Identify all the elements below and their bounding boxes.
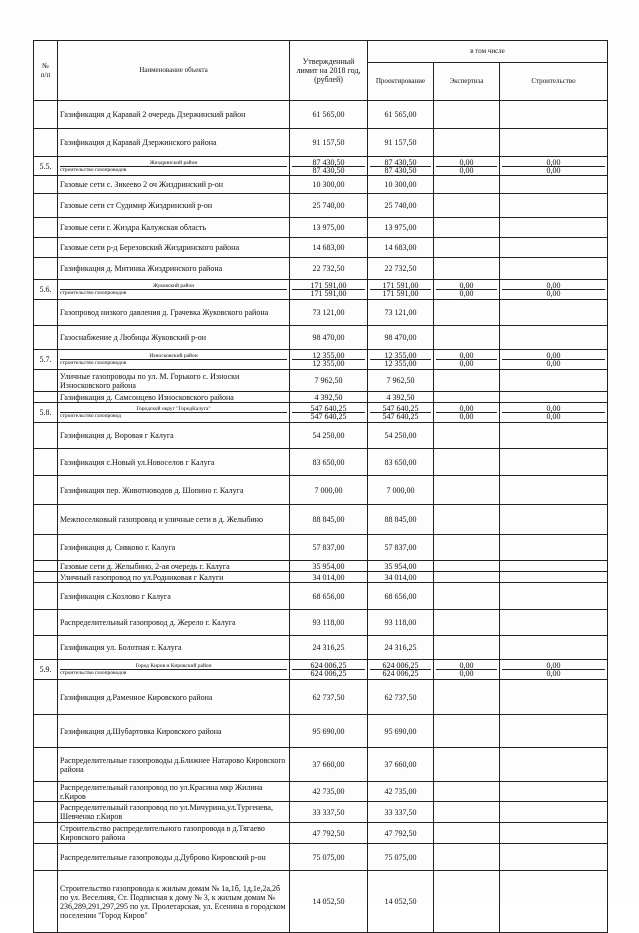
object-name: Газификация д Каравай Дзержинского района <box>58 129 290 157</box>
expertise-value <box>434 871 500 933</box>
limit-value: 25 740,00 <box>290 194 368 218</box>
section-subtitle: строительство газопроводов <box>60 166 127 173</box>
row-num <box>34 823 58 844</box>
limit-value: 7 962,50 <box>290 370 368 392</box>
table-row <box>34 476 608 505</box>
limit-value: 91 157,50 <box>290 129 368 157</box>
object-name: Газификация ул. Болотная г. Калуга <box>58 636 290 660</box>
object-name: Газификация пер. Животноводов д. Шопино г. Калуга <box>58 476 290 505</box>
expertise-value-line1: 0,00 <box>436 159 497 167</box>
row-num <box>34 715 58 748</box>
limit-value: 83 650,00 <box>290 449 368 476</box>
object-name: Газовые сети г. Жиздра Калужская область <box>58 218 290 238</box>
design-value <box>368 660 434 680</box>
construction-value <box>500 572 608 583</box>
object-name: Газовые сети ст Судимир Жиздринский р-он <box>58 194 290 218</box>
object-name: Строительство распределительного газопровода в д.Тягаево Кировского района <box>58 823 290 844</box>
section-num: 5.7. <box>34 350 58 370</box>
expertise-value <box>434 218 500 238</box>
object-name: Газоснабжение д Любицы Жуковский р-он <box>58 326 290 350</box>
table-row <box>34 194 608 218</box>
construction-value <box>500 476 608 505</box>
design-value-line2: 624 006,25 <box>382 669 419 678</box>
design-value: 4 392,50 <box>368 392 434 403</box>
section-title: Городской округ "ГородКалуга" <box>60 406 287 413</box>
object-name: Газификация с.Козлово г Калуга <box>58 583 290 610</box>
expertise-value-line1: 0,00 <box>436 662 497 670</box>
construction-value <box>500 238 608 258</box>
construction-value <box>500 782 608 802</box>
limit-value: 33 337,50 <box>290 802 368 823</box>
object-name: Распределительный газопровод по ул.Красина мкр Жилина г.Киров <box>58 782 290 802</box>
group-row <box>34 350 608 370</box>
construction-value <box>500 449 608 476</box>
limit-value: 24 316,25 <box>290 636 368 660</box>
design-value: 73 121,00 <box>368 300 434 326</box>
construction-value <box>500 871 608 933</box>
row-num <box>34 370 58 392</box>
expertise-value-line2: 0,00 <box>459 412 474 421</box>
section-title-cell <box>58 280 290 300</box>
design-value: 54 250,00 <box>368 423 434 449</box>
table-row <box>34 871 608 933</box>
table-row <box>34 823 608 844</box>
construction-value <box>500 258 608 280</box>
expertise-value <box>434 844 500 871</box>
object-name: Газификация с.Новый ул.Новоселов г Калуга <box>58 449 290 476</box>
expertise-value-line2: 0,00 <box>459 669 474 678</box>
row-num <box>34 129 58 157</box>
limit-value: 88 845,00 <box>290 505 368 535</box>
object-name: Газификация д. Митинка Жиздринского района <box>58 258 290 280</box>
limit-value <box>290 280 368 300</box>
row-num <box>34 194 58 218</box>
design-value: 88 845,00 <box>368 505 434 535</box>
construction-value-line1: 0,00 <box>502 159 605 167</box>
section-num: 5.6. <box>34 280 58 300</box>
row-num <box>34 572 58 583</box>
table-row <box>34 370 608 392</box>
construction-value <box>500 350 608 370</box>
row-num <box>34 636 58 660</box>
row-num <box>34 561 58 572</box>
expertise-value <box>434 194 500 218</box>
construction-value-line2: 0,00 <box>546 289 561 298</box>
object-name: Газовые сети с. Зикеево 2 оч Жиздринский р-он <box>58 176 290 194</box>
row-num <box>34 176 58 194</box>
table-row <box>34 782 608 802</box>
design-value: 93 118,00 <box>368 610 434 636</box>
section-subtitle: строительство газопровод <box>60 413 121 419</box>
construction-value <box>500 101 608 129</box>
design-value: 10 300,00 <box>368 176 434 194</box>
limit-value: 62 737,50 <box>290 680 368 715</box>
construction-value <box>500 823 608 844</box>
design-value <box>368 350 434 370</box>
table-row <box>34 176 608 194</box>
design-value: 14 052,50 <box>368 871 434 933</box>
table-row <box>34 748 608 782</box>
construction-value <box>500 403 608 423</box>
table-row <box>34 802 608 823</box>
expertise-value <box>434 449 500 476</box>
expertise-value <box>434 748 500 782</box>
limit-value-line1: 171 591,00 <box>292 282 365 290</box>
row-num <box>34 258 58 280</box>
design-value: 57 837,00 <box>368 535 434 561</box>
expertise-value <box>434 636 500 660</box>
object-name: Газовые сети р-д Березовский Жиздринского района <box>58 238 290 258</box>
header-num: № п/п <box>34 41 58 101</box>
budget-table <box>33 40 608 933</box>
design-value: 25 740,00 <box>368 194 434 218</box>
design-value: 75 075,00 <box>368 844 434 871</box>
limit-value: 47 792,50 <box>290 823 368 844</box>
table-row <box>34 238 608 258</box>
expertise-value <box>434 715 500 748</box>
construction-value <box>500 636 608 660</box>
object-name: Распределительные газопроводы д.Ближнее Натарово Кировского района <box>58 748 290 782</box>
row-num <box>34 802 58 823</box>
expertise-value-line2: 0,00 <box>459 165 474 175</box>
section-title-cell <box>58 660 290 680</box>
expertise-value <box>434 802 500 823</box>
header-including: в том числе <box>368 41 608 63</box>
design-value: 13 975,00 <box>368 218 434 238</box>
limit-value <box>290 350 368 370</box>
table-row <box>34 449 608 476</box>
row-num <box>34 101 58 129</box>
construction-value <box>500 218 608 238</box>
construction-value <box>500 535 608 561</box>
design-value: 24 316,25 <box>368 636 434 660</box>
row-num <box>34 423 58 449</box>
expertise-value <box>434 326 500 350</box>
construction-value <box>500 660 608 680</box>
expertise-value <box>434 101 500 129</box>
construction-value <box>500 748 608 782</box>
expertise-value-line2: 0,00 <box>459 359 474 368</box>
object-name: Газификация д. Самсонцево Износковского района <box>58 392 290 403</box>
construction-value-line2: 0,00 <box>546 165 561 175</box>
limit-value-line1: 12 355,00 <box>292 352 365 360</box>
limit-value: 54 250,00 <box>290 423 368 449</box>
limit-value-line1: 547 640,25 <box>292 405 365 413</box>
expertise-value <box>434 583 500 610</box>
section-title: Износковский район <box>60 353 287 360</box>
object-name: Уличные газопроводы по ул. М. Горького с. Износки Износковского района <box>58 370 290 392</box>
section-title-cell <box>58 350 290 370</box>
object-name: Газификация д. Воровая г Калуга <box>58 423 290 449</box>
design-value-line1: 87 430,50 <box>370 159 431 167</box>
row-num <box>34 844 58 871</box>
table-row <box>34 505 608 535</box>
construction-value <box>500 561 608 572</box>
table-body <box>34 101 608 933</box>
header-construction: Строительство <box>500 63 608 101</box>
limit-value-line2: 547 640,25 <box>310 412 347 421</box>
limit-value-line1: 87 430,50 <box>292 159 365 167</box>
header-expertise: Экспертиза <box>434 63 500 101</box>
construction-value <box>500 392 608 403</box>
expertise-value <box>434 280 500 300</box>
group-row <box>34 157 608 176</box>
construction-value <box>500 280 608 300</box>
construction-value <box>500 176 608 194</box>
expertise-value <box>434 680 500 715</box>
limit-value <box>290 660 368 680</box>
design-value: 14 683,00 <box>368 238 434 258</box>
expertise-value <box>434 403 500 423</box>
expertise-value <box>434 157 500 176</box>
row-num <box>34 449 58 476</box>
table-row <box>34 636 608 660</box>
limit-value: 10 300,00 <box>290 176 368 194</box>
limit-value <box>290 157 368 176</box>
design-value-line2: 87 430,50 <box>384 165 417 175</box>
expertise-value <box>434 561 500 572</box>
table-row <box>34 326 608 350</box>
limit-value: 35 954,00 <box>290 561 368 572</box>
limit-value: 37 660,00 <box>290 748 368 782</box>
section-subtitle: строительство газопроводов <box>60 670 127 676</box>
construction-value <box>500 610 608 636</box>
design-value: 47 792,50 <box>368 823 434 844</box>
row-num <box>34 392 58 403</box>
limit-value-line2: 171 591,00 <box>310 289 347 298</box>
design-value <box>368 403 434 423</box>
section-subtitle: строительство газопроводов <box>60 290 127 296</box>
row-num <box>34 680 58 715</box>
section-num: 5.9. <box>34 660 58 680</box>
design-value: 7 000,00 <box>368 476 434 505</box>
table-row <box>34 715 608 748</box>
design-value: 98 470,00 <box>368 326 434 350</box>
limit-value: 34 014,00 <box>290 572 368 583</box>
header-name: Наименование объекта <box>58 41 290 101</box>
design-value-line1: 547 640,25 <box>370 405 431 413</box>
expertise-value-line1: 0,00 <box>436 282 497 290</box>
object-name: Газификация д.Раменное Кировского района <box>58 680 290 715</box>
table-row <box>34 583 608 610</box>
design-value-line2: 12 355,00 <box>384 359 417 368</box>
table-row <box>34 392 608 403</box>
construction-value <box>500 680 608 715</box>
construction-value <box>500 583 608 610</box>
design-value-line1: 624 006,25 <box>370 662 431 670</box>
design-value: 91 157,50 <box>368 129 434 157</box>
design-value: 68 656,00 <box>368 583 434 610</box>
object-name: Распределительные газопроводы д.Дуброво Кировский р-он <box>58 844 290 871</box>
row-num <box>34 748 58 782</box>
expertise-value <box>434 392 500 403</box>
expertise-value-line1: 0,00 <box>436 352 497 360</box>
expertise-value <box>434 823 500 844</box>
row-num <box>34 218 58 238</box>
expertise-value <box>434 782 500 802</box>
expertise-value <box>434 350 500 370</box>
design-value: 42 735,00 <box>368 782 434 802</box>
limit-value: 14 052,50 <box>290 871 368 933</box>
construction-value-line1: 0,00 <box>502 405 605 413</box>
expertise-value <box>434 535 500 561</box>
group-row <box>34 280 608 300</box>
construction-value-line2: 0,00 <box>546 359 561 368</box>
object-name: Газовые сети д. Желыбино, 2-ая очередь г. Калуга <box>58 561 290 572</box>
object-name: Распределительный газопровод д. Жерело г. Калуга <box>58 610 290 636</box>
design-value: 34 014,00 <box>368 572 434 583</box>
object-name: Уличный газопровод по ул.Родниковая г Калуги <box>58 572 290 583</box>
table-row <box>34 218 608 238</box>
row-num <box>34 476 58 505</box>
row-num <box>34 238 58 258</box>
design-value: 22 732,50 <box>368 258 434 280</box>
construction-value-line2: 0,00 <box>546 669 561 678</box>
expertise-value <box>434 370 500 392</box>
row-num <box>34 326 58 350</box>
construction-value <box>500 370 608 392</box>
design-value: 61 565,00 <box>368 101 434 129</box>
expertise-value <box>434 505 500 535</box>
limit-value <box>290 403 368 423</box>
design-value-line1: 171 591,00 <box>370 282 431 290</box>
design-value: 37 660,00 <box>368 748 434 782</box>
expertise-value-line2: 0,00 <box>459 289 474 298</box>
row-num <box>34 505 58 535</box>
construction-value-line1: 0,00 <box>502 352 605 360</box>
design-value: 95 690,00 <box>368 715 434 748</box>
object-name: Газификация д Каравай 2 очередь Дзержинский район <box>58 101 290 129</box>
row-num <box>34 871 58 933</box>
design-value: 33 337,50 <box>368 802 434 823</box>
section-num: 5.8. <box>34 403 58 423</box>
table-row <box>34 258 608 280</box>
construction-value <box>500 505 608 535</box>
table-row <box>34 610 608 636</box>
limit-value-line1: 624 006,25 <box>292 662 365 670</box>
limit-value: 68 656,00 <box>290 583 368 610</box>
construction-value-line1: 0,00 <box>502 282 605 290</box>
construction-value <box>500 157 608 176</box>
section-title: Город Киров и Кировский район <box>60 663 287 670</box>
row-num <box>34 535 58 561</box>
construction-value <box>500 423 608 449</box>
limit-value: 13 975,00 <box>290 218 368 238</box>
design-value-line1: 12 355,00 <box>370 352 431 360</box>
design-value: 83 650,00 <box>368 449 434 476</box>
limit-value: 57 837,00 <box>290 535 368 561</box>
construction-value <box>500 326 608 350</box>
table-row <box>34 535 608 561</box>
construction-value <box>500 300 608 326</box>
row-num <box>34 610 58 636</box>
object-name: Распределительный газопровод по ул.Мичурина,ул.Тургенева, Шевченко г.Киров <box>58 802 290 823</box>
design-value-line2: 547 640,25 <box>382 412 419 421</box>
object-name: Газификация д. Сивково г. Калуга <box>58 535 290 561</box>
table-row <box>34 129 608 157</box>
table-row <box>34 561 608 572</box>
section-subtitle: строительство газопроводов <box>60 360 127 366</box>
construction-value <box>500 802 608 823</box>
construction-value <box>500 844 608 871</box>
limit-value: 42 735,00 <box>290 782 368 802</box>
construction-value <box>500 715 608 748</box>
expertise-value <box>434 423 500 449</box>
limit-value: 4 392,50 <box>290 392 368 403</box>
expertise-value <box>434 300 500 326</box>
table-row <box>34 572 608 583</box>
limit-value: 75 075,00 <box>290 844 368 871</box>
limit-value: 95 690,00 <box>290 715 368 748</box>
section-title: Жиздринский район <box>60 160 287 167</box>
design-value <box>368 157 434 176</box>
limit-value: 98 470,00 <box>290 326 368 350</box>
section-title-cell <box>58 157 290 176</box>
limit-value: 93 118,00 <box>290 610 368 636</box>
limit-value: 22 732,50 <box>290 258 368 280</box>
table-row <box>34 680 608 715</box>
expertise-value-line1: 0,00 <box>436 405 497 413</box>
design-value: 7 962,50 <box>368 370 434 392</box>
table-row <box>34 300 608 326</box>
object-name: Газификация д.Шубартовка Кировского района <box>58 715 290 748</box>
object-name: Строительство газопровода к жилым домам № 1а,1б, 1д,1е,2а,2б по ул. Веселняя, Ст. Подписная к дому № 3, к жилым домам № 236,289,291,297,295 по ул. Пролетарская, ул. Есенина в городском поселении "Город Киров" <box>58 871 290 933</box>
row-num <box>34 300 58 326</box>
expertise-value <box>434 572 500 583</box>
limit-value-line2: 624 006,25 <box>310 669 347 678</box>
object-name: Межпоселковый газопровод и уличные сети в д. Желыбино <box>58 505 290 535</box>
expertise-value <box>434 238 500 258</box>
object-name: Газопровод низкого давления д. Грачевка Жуковского района <box>58 300 290 326</box>
limit-value: 14 683,00 <box>290 238 368 258</box>
header-design: Проектирование <box>368 63 434 101</box>
construction-value-line1: 0,00 <box>502 662 605 670</box>
expertise-value <box>434 129 500 157</box>
header-limit: Утвержденный лимит на 2018 год, (рублей) <box>290 41 368 101</box>
expertise-value <box>434 476 500 505</box>
section-num: 5.5. <box>34 157 58 176</box>
section-title: Жуковский район <box>60 283 287 290</box>
expertise-value <box>434 176 500 194</box>
expertise-value <box>434 660 500 680</box>
limit-value-line2: 87 430,50 <box>312 165 345 175</box>
design-value <box>368 280 434 300</box>
expertise-value <box>434 258 500 280</box>
construction-value <box>500 194 608 218</box>
design-value-line2: 171 591,00 <box>382 289 419 298</box>
limit-value-line2: 12 355,00 <box>312 359 345 368</box>
row-num <box>34 782 58 802</box>
design-value: 62 737,50 <box>368 680 434 715</box>
limit-value: 73 121,00 <box>290 300 368 326</box>
construction-value-line2: 0,00 <box>546 412 561 421</box>
expertise-value <box>434 610 500 636</box>
table-row <box>34 844 608 871</box>
group-row <box>34 660 608 680</box>
table-row <box>34 101 608 129</box>
row-num <box>34 583 58 610</box>
section-title-cell <box>58 403 290 423</box>
limit-value: 7 000,00 <box>290 476 368 505</box>
limit-value: 61 565,00 <box>290 101 368 129</box>
table-row <box>34 423 608 449</box>
design-value: 35 954,00 <box>368 561 434 572</box>
group-row <box>34 403 608 423</box>
construction-value <box>500 129 608 157</box>
